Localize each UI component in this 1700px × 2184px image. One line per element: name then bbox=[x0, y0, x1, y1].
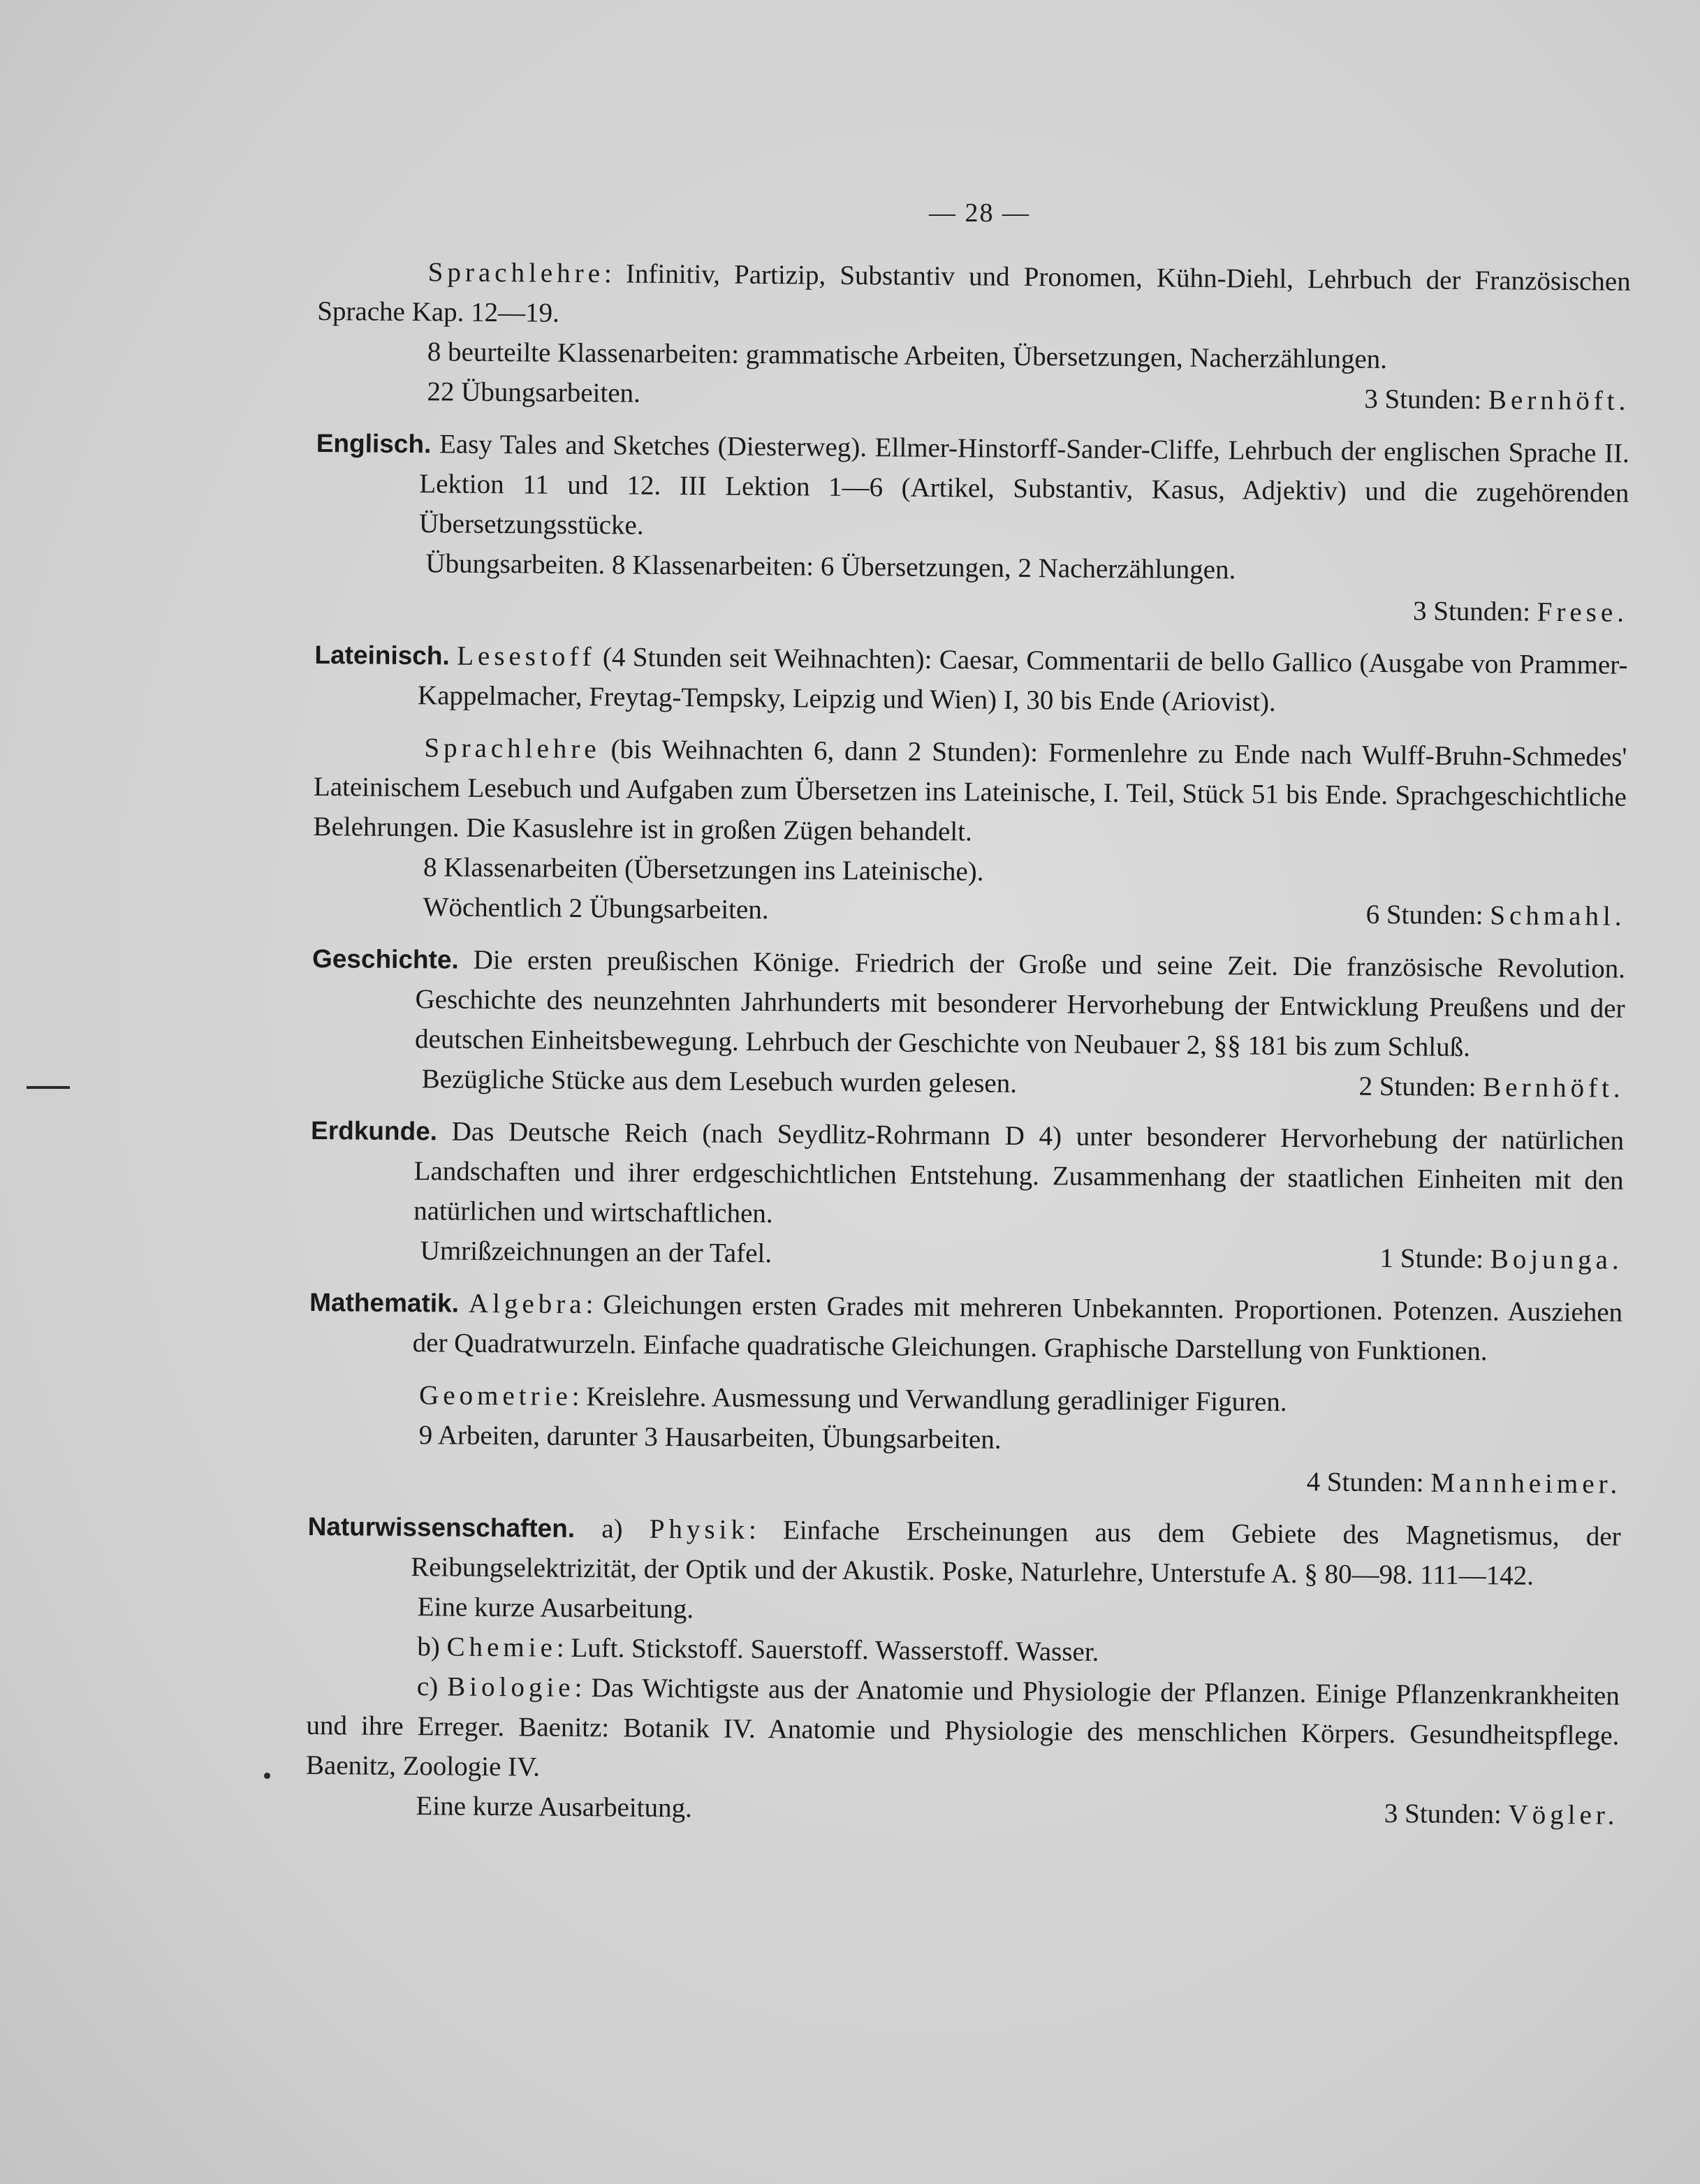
margin-dash-mark bbox=[27, 1086, 70, 1089]
geschichte-heading: Geschichte. bbox=[312, 944, 459, 974]
erdkunde-umriss-text: Umrißzeichnungen an der Tafel. bbox=[420, 1236, 772, 1269]
mathematik-teacher: Mannheimer. bbox=[1430, 1467, 1622, 1500]
page-content bbox=[305, 251, 1631, 1835]
natur-physik-label: Physik bbox=[649, 1514, 749, 1545]
englisch-stunden-label: 3 Stunden: bbox=[1412, 596, 1531, 627]
geschichte-stunden-label: 2 Stunden: bbox=[1358, 1071, 1476, 1103]
erdkunde-stunden bbox=[1269, 1238, 1623, 1280]
englisch-arbeiten: Übungsarbeiten. 8 Klassenarbeiten: 6 Übersetzungen, 2 Nacherzählungen. bbox=[425, 548, 1236, 585]
franz-sprachlehre bbox=[317, 251, 1631, 342]
latein-sprachlehre bbox=[313, 727, 1627, 857]
latein-teacher: Schmahl. bbox=[1490, 900, 1626, 932]
franz-sprachlehre-text: : Infinitiv, Partizip, Substantiv und Pronomen, Kühn-Diehl, Lehrbuch der Französischen Sprache Kap. 12—19. bbox=[317, 258, 1631, 328]
margin-dot-mark bbox=[264, 1773, 270, 1779]
latein-sprachlehre-text: (bis Weihnachten 6, dann 2 Stunden): Formenlehre zu Ende nach Wulff-Bruhn-Schmedes' Lateinischem Lesebuch und Aufgaben zum Übersetzen ins Lateinische, I. Teil, Stück 51 bis Ende. Sprachgeschichtliche Belehrungen. Die Kasuslehre ist in großen Zügen behandelt. bbox=[313, 734, 1627, 847]
natur-biologie-ausarbeitung-text: Eine kurze Ausarbeitung. bbox=[416, 1791, 692, 1824]
englisch-section bbox=[316, 423, 1629, 553]
latein-stunden bbox=[1255, 894, 1625, 937]
mathematik-heading: Mathematik. bbox=[309, 1287, 460, 1318]
latein-stunden-label: 6 Stunden: bbox=[1365, 899, 1483, 931]
geschichte-text: Die ersten preußischen Könige. Friedrich der Große und seine Zeit. Die französische Revolution. Geschichte des neunzehnten Jahrhunderts mit besonderer Hervorhebung der Entwicklung Preußens und der deutschen Einheitsbewegung. Lehrbuch der Geschichte von Neubauer 2, §§ 181 bis zum Schluß. bbox=[414, 944, 1626, 1062]
latein-sprachlehre-label: Sprachlehre bbox=[424, 733, 601, 765]
erdkunde-stunden-label: 1 Stunde: bbox=[1379, 1243, 1484, 1275]
geschichte-stunden bbox=[1248, 1066, 1624, 1108]
geschichte-teacher: Bernhöft. bbox=[1483, 1072, 1625, 1104]
natur-stunden-label: 3 Stunden: bbox=[1384, 1798, 1502, 1830]
englisch-heading: Englisch. bbox=[316, 428, 432, 459]
mathematik-algebra-text: : Gleichungen ersten Grades mit mehreren Unbekannten. Proportionen. Potenzen. Ausziehen der Quadratwurzeln. Einfache quadratische Gleichungen. Graphische Darstellung von Funktionen. bbox=[412, 1289, 1623, 1367]
mathematik-geometrie-label: Geometrie bbox=[418, 1380, 572, 1412]
natur-biologie-prefix: c) bbox=[416, 1671, 439, 1702]
franz-uebungsarbeiten-text: 22 Übungsarbeiten. bbox=[427, 376, 641, 409]
natur-chemie-prefix: b) bbox=[417, 1632, 440, 1662]
natur-chemie-label: Chemie bbox=[446, 1632, 557, 1663]
franz-sprachlehre-label: Sprachlehre bbox=[427, 257, 605, 289]
latein-section bbox=[314, 635, 1628, 725]
mathematik-arbeiten: 9 Arbeiten, darunter 3 Hausarbeiten, Übungsarbeiten. bbox=[418, 1420, 1002, 1455]
latein-lesestoff-text: (4 Stunden seit Weihnachten): Caesar, Commentarii de bello Gallico (Ausgabe von Prammer-Kappelmacher, Freytag-Tempsky, Leipzig und Wien) I, 30 bis Ende (Ariovist). bbox=[417, 642, 1628, 717]
latein-klassenarbeiten: 8 Klassenarbeiten (Übersetzungen ins Lateinische). bbox=[423, 852, 984, 887]
natur-biologie-label: Biologie bbox=[447, 1671, 575, 1703]
englisch-text: Easy Tales and Sketches (Diesterweg). Ellmer-Hinstorff-Sander-Cliffe, Lehrbuch der englischen Sprache II. Lektion 11 und 12. III Lektion 1—6 (Artikel, Substantiv, Kasus, Adjektiv) und die zugehörenden Übersetzungsstücke. bbox=[418, 429, 1629, 541]
latein-lesestoff-label: Lesestoff bbox=[456, 640, 596, 673]
natur-chemie-text: : Luft. Stickstoff. Sauerstoff. Wasserstoff. Wasser. bbox=[556, 1632, 1099, 1667]
latein-uebungsarbeiten-text: Wöchentlich 2 Übungsarbeiten. bbox=[423, 892, 769, 925]
geschichte-section bbox=[312, 939, 1625, 1069]
mathematik-algebra-label: Algebra bbox=[468, 1288, 586, 1320]
franz-stunden bbox=[1254, 379, 1629, 421]
page-number: — 28 — bbox=[929, 198, 1030, 228]
mathematik-geometrie-text: : Kreislehre. Ausmessung und Verwandlung geradliniger Figuren. bbox=[571, 1381, 1287, 1417]
latein-heading: Lateinisch. bbox=[314, 640, 450, 670]
geschichte-lesebuch-text: Bezügliche Stücke aus dem Lesebuch wurden gelesen. bbox=[421, 1064, 1018, 1099]
erdkunde-section bbox=[310, 1111, 1624, 1240]
mathematik-stunden-label: 4 Stunden: bbox=[1306, 1467, 1424, 1498]
natur-physik-ausarbeitung: Eine kurze Ausarbeitung. bbox=[417, 1592, 694, 1625]
franz-stunden-label: 3 Stunden: bbox=[1364, 383, 1482, 416]
erdkunde-heading: Erdkunde. bbox=[310, 1115, 438, 1146]
mathematik-section bbox=[309, 1282, 1623, 1372]
natur-stunden bbox=[1274, 1793, 1619, 1835]
natur-physik-text: : Einfache Erscheinungen aus dem Gebiete des Magnetismus, der Reibungselektrizität, der Optik und der Akustik. Poske, Naturlehre, Unterstufe A. § 80—98. 111—142. bbox=[411, 1514, 1621, 1591]
natur-biologie bbox=[306, 1666, 1620, 1796]
franz-teacher: Bernhöft. bbox=[1488, 385, 1630, 416]
natur-teacher: Vögler. bbox=[1508, 1799, 1619, 1831]
natur-physik-prefix: a) bbox=[601, 1514, 623, 1544]
natur-heading: Naturwissenschaften. bbox=[307, 1511, 576, 1543]
erdkunde-teacher: Bojunga. bbox=[1490, 1244, 1623, 1275]
franz-klassenarbeiten: 8 beurteilte Klassenarbeiten: grammatische Arbeiten, Übersetzungen, Nacherzählungen. bbox=[427, 337, 1388, 375]
natur-section bbox=[307, 1507, 1621, 1597]
natur-biologie-text: : Das Wichtigste aus der Anatomie und Physiologie der Pflanzen. Einige Pflanzenkrankheiten und ihre Erreger. Baenitz: Botanik IV. Anatomie und Physiologie des menschlichen Körpers. Gesundheitspflege. Baenitz, Zoologie IV. bbox=[305, 1672, 1620, 1782]
erdkunde-text: Das Deutsche Reich (nach Seydlitz-Rohrmann D 4) unter besonderer Hervorhebung der natürlichen Landschaften und ihrer erdgeschichtlichen Entstehung. Zusammenhang der staatlichen Einheiten mit den natürlichen und wirtschaftlichen. bbox=[413, 1116, 1625, 1229]
englisch-teacher: Frese. bbox=[1537, 596, 1629, 628]
